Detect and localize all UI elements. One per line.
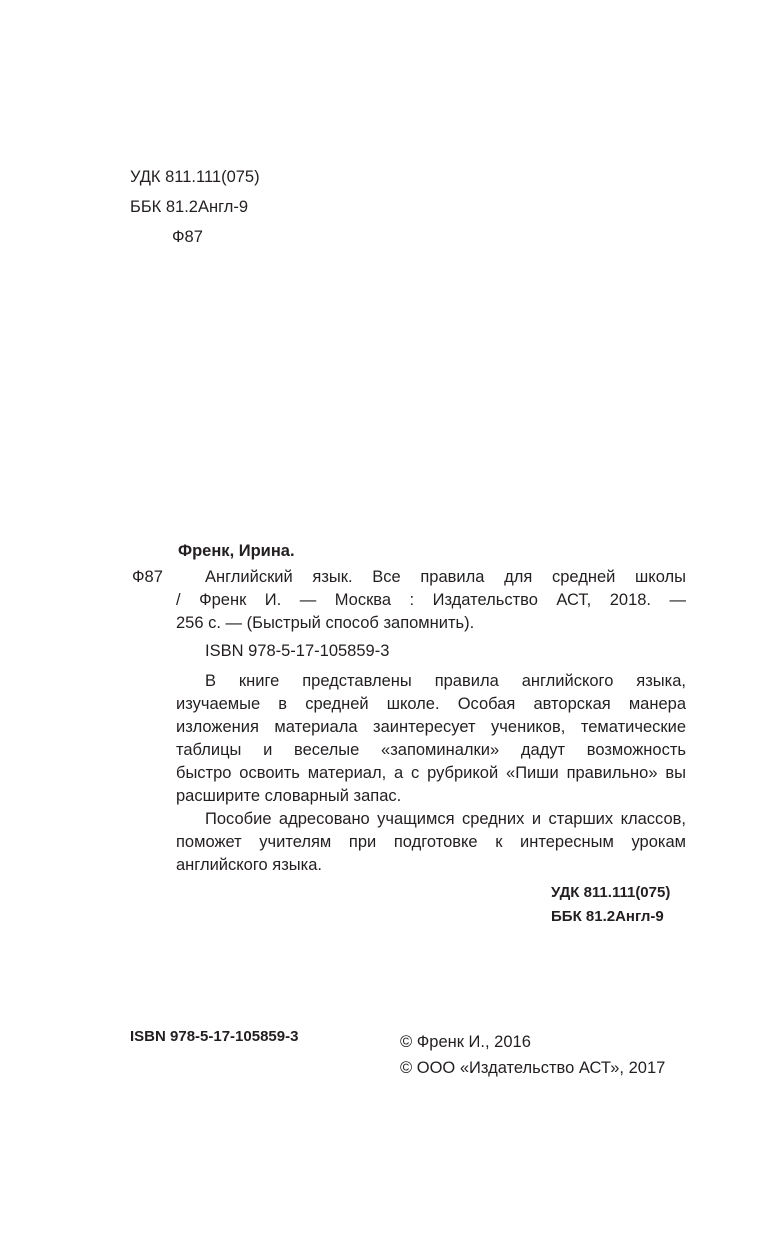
annotation-line: Пособие адресовано учащимся средних и старших классов, [205,810,686,828]
annotation-line: изложения материала заинтересует учеников, тематические [176,718,686,736]
annotation-line: быстро освоить материал, а с рубрикой «Пиши правильно» вы [176,764,686,782]
footer-bbk: ББК 81.2Англ-9 [551,908,664,925]
catalog-line-2: / Френк И. — Москва : Издательство АСТ, 2018. — [176,591,686,609]
catalog-author-mark: Ф87 [132,568,163,586]
copyright-author: © Френк И., 2016 [400,1033,531,1051]
annotation-line: изучаемые в средней школе. Особая авторская манера [176,695,686,713]
annotation-line: В книге представлены правила английского языка, [205,672,686,690]
footer-udk: УДК 811.111(075) [551,884,671,901]
annotation-line: поможет учителям при подготовке к интересным урокам [176,833,686,851]
catalog-author: Френк, Ирина. [178,542,295,560]
catalog-line-3: 256 с. — (Быстрый способ запомнить). [176,614,475,632]
annotation-line: расширите словарный запас. [176,787,402,805]
author-mark: Ф87 [172,228,203,246]
catalog-isbn: ISBN 978-5-17-105859-3 [205,642,390,660]
annotation-line: таблицы и веселые «запоминалки» дадут возможность [176,741,686,759]
annotation-line: английского языка. [176,856,322,874]
catalog-line-1: Английский язык. Все правила для средней школы [205,568,686,586]
bottom-isbn: ISBN 978-5-17-105859-3 [130,1028,299,1045]
udk-code: УДК 811.111(075) [130,168,260,186]
bbk-code: ББК 81.2Англ-9 [130,198,249,216]
copyright-publisher: © ООО «Издательство АСТ», 2017 [400,1059,666,1077]
